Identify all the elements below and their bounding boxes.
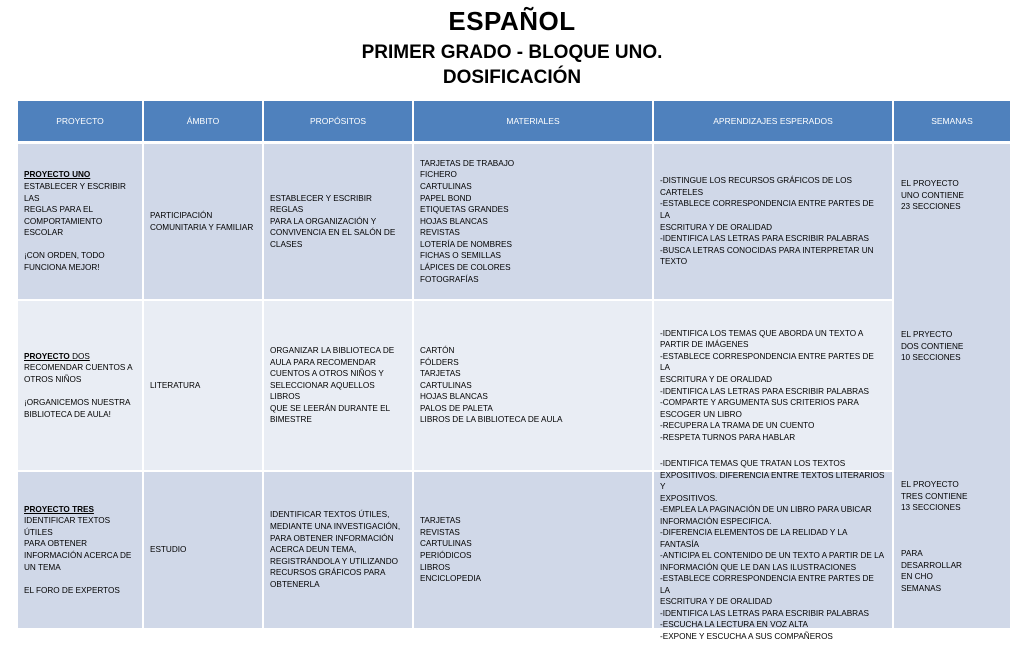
page-title: ESPAÑOL bbox=[448, 6, 576, 36]
header-propositos: PROPÓSITOS bbox=[264, 101, 414, 141]
table-row-2-ambito bbox=[144, 301, 264, 472]
materiales-list: TARJETAS REVISTAS CARTULINAS PERIÓDICOS LIBROS ENCICLOPEDIA bbox=[420, 516, 481, 584]
semanas-duracion: PARA DESARROLLAR EN CHO SEMANAS bbox=[901, 549, 962, 593]
project-title: PROYECTO DOS bbox=[24, 351, 90, 361]
table-row-2-materiales bbox=[414, 301, 654, 472]
project-description: RECOMENDAR CUENTOS A OTROS NIÑOS ¡ORGANICEMOS NUESTRA BIBLIOTECA DE AULA! bbox=[24, 363, 133, 419]
dosificacion-table bbox=[18, 101, 1010, 641]
header-aprendizajes: APRENDIZAJES ESPERADOS bbox=[654, 101, 894, 141]
table-row-3-aprendizajes bbox=[654, 459, 894, 641]
table-row-1-ambito bbox=[144, 144, 264, 301]
project-description: ESTABLECER Y ESCRIBIR LAS REGLAS PARA EL COMPORTAMIENTO ESCOLAR ¡CON ORDEN, TODO FUNCIONA MEJOR! bbox=[24, 181, 126, 273]
semanas-column bbox=[894, 144, 1010, 630]
project-title: PROYECTO UNO bbox=[24, 170, 91, 180]
table-row-3-proyecto bbox=[18, 472, 144, 630]
header-semanas: SEMANAS bbox=[894, 101, 1010, 141]
aprendizajes-list: -IDENTIFICA LOS TEMAS QUE ABORDA UN TEXTO A PARTIR DE IMÁGENES -ESTABLECE CORRESPONDENCIA ENTRE PARTES DE LA ESCRITURA Y DE ORALIDAD -IDENTIFICA LAS LETRAS PARA ESCRIBIR PALABRAS -COMPARTE Y ARGUMENTA SUS CRITERIOS PARA ESCOGER UN LIBRO -RECUPERA LA TRAMA DE UN CUENTO -RESPETA TURNOS PARA HABLAR bbox=[660, 328, 874, 442]
table-row-2-propositos bbox=[264, 301, 414, 472]
ambito-text: LITERATURA bbox=[150, 380, 201, 390]
semanas-proyecto-dos: EL PRYECTO DOS CONTIENE 10 SECCIONES bbox=[901, 330, 964, 363]
ambito-text: ESTUDIO bbox=[150, 545, 187, 555]
page-subtitle-2: DOSIFICACIÓN bbox=[442, 67, 582, 88]
aprendizajes-list: -IDENTIFICA TEMAS QUE TRATAN LOS TEXTOS EXPOSITIVOS. DIFERENCIA ENTRE TEXTOS LITERARIOS Y EXPOSITIVOS. -EMPLEA LA PAGINACIÓN DE UN LIBRO PARA UBICAR INFORMACIÓN ESPECIFICA. -DIFERENCIA ELEMENTOS DE LA RELIDAD Y LA FANTASÍA -ANTICIPA EL CONTENIDO DE UN TEXTO A PARTIR DE LA INFORMACIÓN QUE LE DAN LAS ILUSTRACIONES -ESTABLECE CORRESPONDENCIA ENTRE PARTES DE LA ESCRITURA Y DE ORALIDAD -IDENTIFICA LAS LETRAS PARA ESCRIBIR PALABRAS -ESCUCHA LA LECTURA EN VOZ ALTA -EXPONE Y ESCUCHA A SUS COMPAÑEROS bbox=[660, 459, 885, 641]
table-row-1-propositos bbox=[264, 144, 414, 301]
table-row-1-proyecto bbox=[18, 144, 144, 301]
table-row-3-materiales bbox=[414, 472, 654, 630]
table-row-2-aprendizajes bbox=[654, 301, 894, 472]
header-proyecto: PROYECTO bbox=[18, 101, 144, 141]
table-row-2-proyecto bbox=[18, 301, 144, 472]
page-subtitle: PRIMER GRADO - BLOQUE UNO. bbox=[361, 42, 663, 63]
materiales-list: TARJETAS DE TRABAJO FICHERO CARTULINAS PAPEL BOND ETIQUETAS GRANDES HOJAS BLANCAS REVISTAS LOTERÍA DE NOMBRES FICHAS O SEMILLAS LÁPICES DE COLORES FOTOGRAFÍAS bbox=[420, 158, 515, 284]
ambito-text: PARTICIPACIÓN COMUNITARIA Y FAMILIAR bbox=[150, 210, 254, 232]
aprendizajes-list: -DISTINGUE LOS RECURSOS GRÁFICOS DE LOS CARTELES -ESTABLECE CORRESPONDENCIA ENTRE PARTES DE LA ESCRITURA Y DE ORALIDAD -IDENTIFICA LAS LETRAS PARA ESCRIBIR PALABRAS -BUSCA LETRAS CONOCIDAS PARA INTERPRETAR UN TEXTO bbox=[660, 176, 874, 267]
header-ambito: ÁMBITO bbox=[144, 101, 264, 141]
project-title: PROYECTO TRES bbox=[24, 504, 94, 514]
propositos-text: IDENTIFICAR TEXTOS ÚTILES, MEDIANTE UNA INVESTIGACIÓN, PARA OBTENER INFORMACIÓN ACERCA DEUN TEMA, REGISTRÁNDOLA Y UTILIZANDO RECURSOS GRÁFICOS PARA OBTENERLA bbox=[270, 510, 401, 589]
table-row-3-propositos bbox=[264, 472, 414, 630]
header-materiales: MATERIALES bbox=[414, 101, 654, 141]
table-row-3-ambito bbox=[144, 472, 264, 630]
propositos-text: ORGANIZAR LA BIBLIOTECA DE AULA PARA RECOMENDAR CUENTOS A OTROS NIÑOS Y SELECCIONAR AQUELLOS LIBROS QUE SE LEERÁN DURANTE EL BIMESTRE bbox=[270, 345, 395, 425]
table-row-1-aprendizajes bbox=[654, 144, 894, 301]
propositos-text: ESTABLECER Y ESCRIBIR REGLAS PARA LA ORGANIZACIÓN Y CONVIVENCIA EN EL SALÓN DE CLASES bbox=[270, 193, 396, 249]
materiales-list: CARTÓN FÓLDERS TARJETAS CARTULINAS HOJAS BLANCAS PALOS DE PALETA LIBROS DE LA BIBLIOTECA DE AULA bbox=[420, 345, 563, 425]
table-row-1-materiales bbox=[414, 144, 654, 301]
semanas-proyecto-uno: EL PROYECTO UNO CONTIENE 23 SECCIONES bbox=[901, 179, 964, 212]
semanas-proyecto-tres: EL PROYECTO TRES CONTIENE 13 SECCIONES bbox=[901, 480, 968, 513]
project-description: IDENTIFICAR TEXTOS ÚTILES PARA OBTENER INFORMACIÓN ACERCA DE UN TEMA EL FORO DE EXPERTOS bbox=[24, 516, 132, 595]
